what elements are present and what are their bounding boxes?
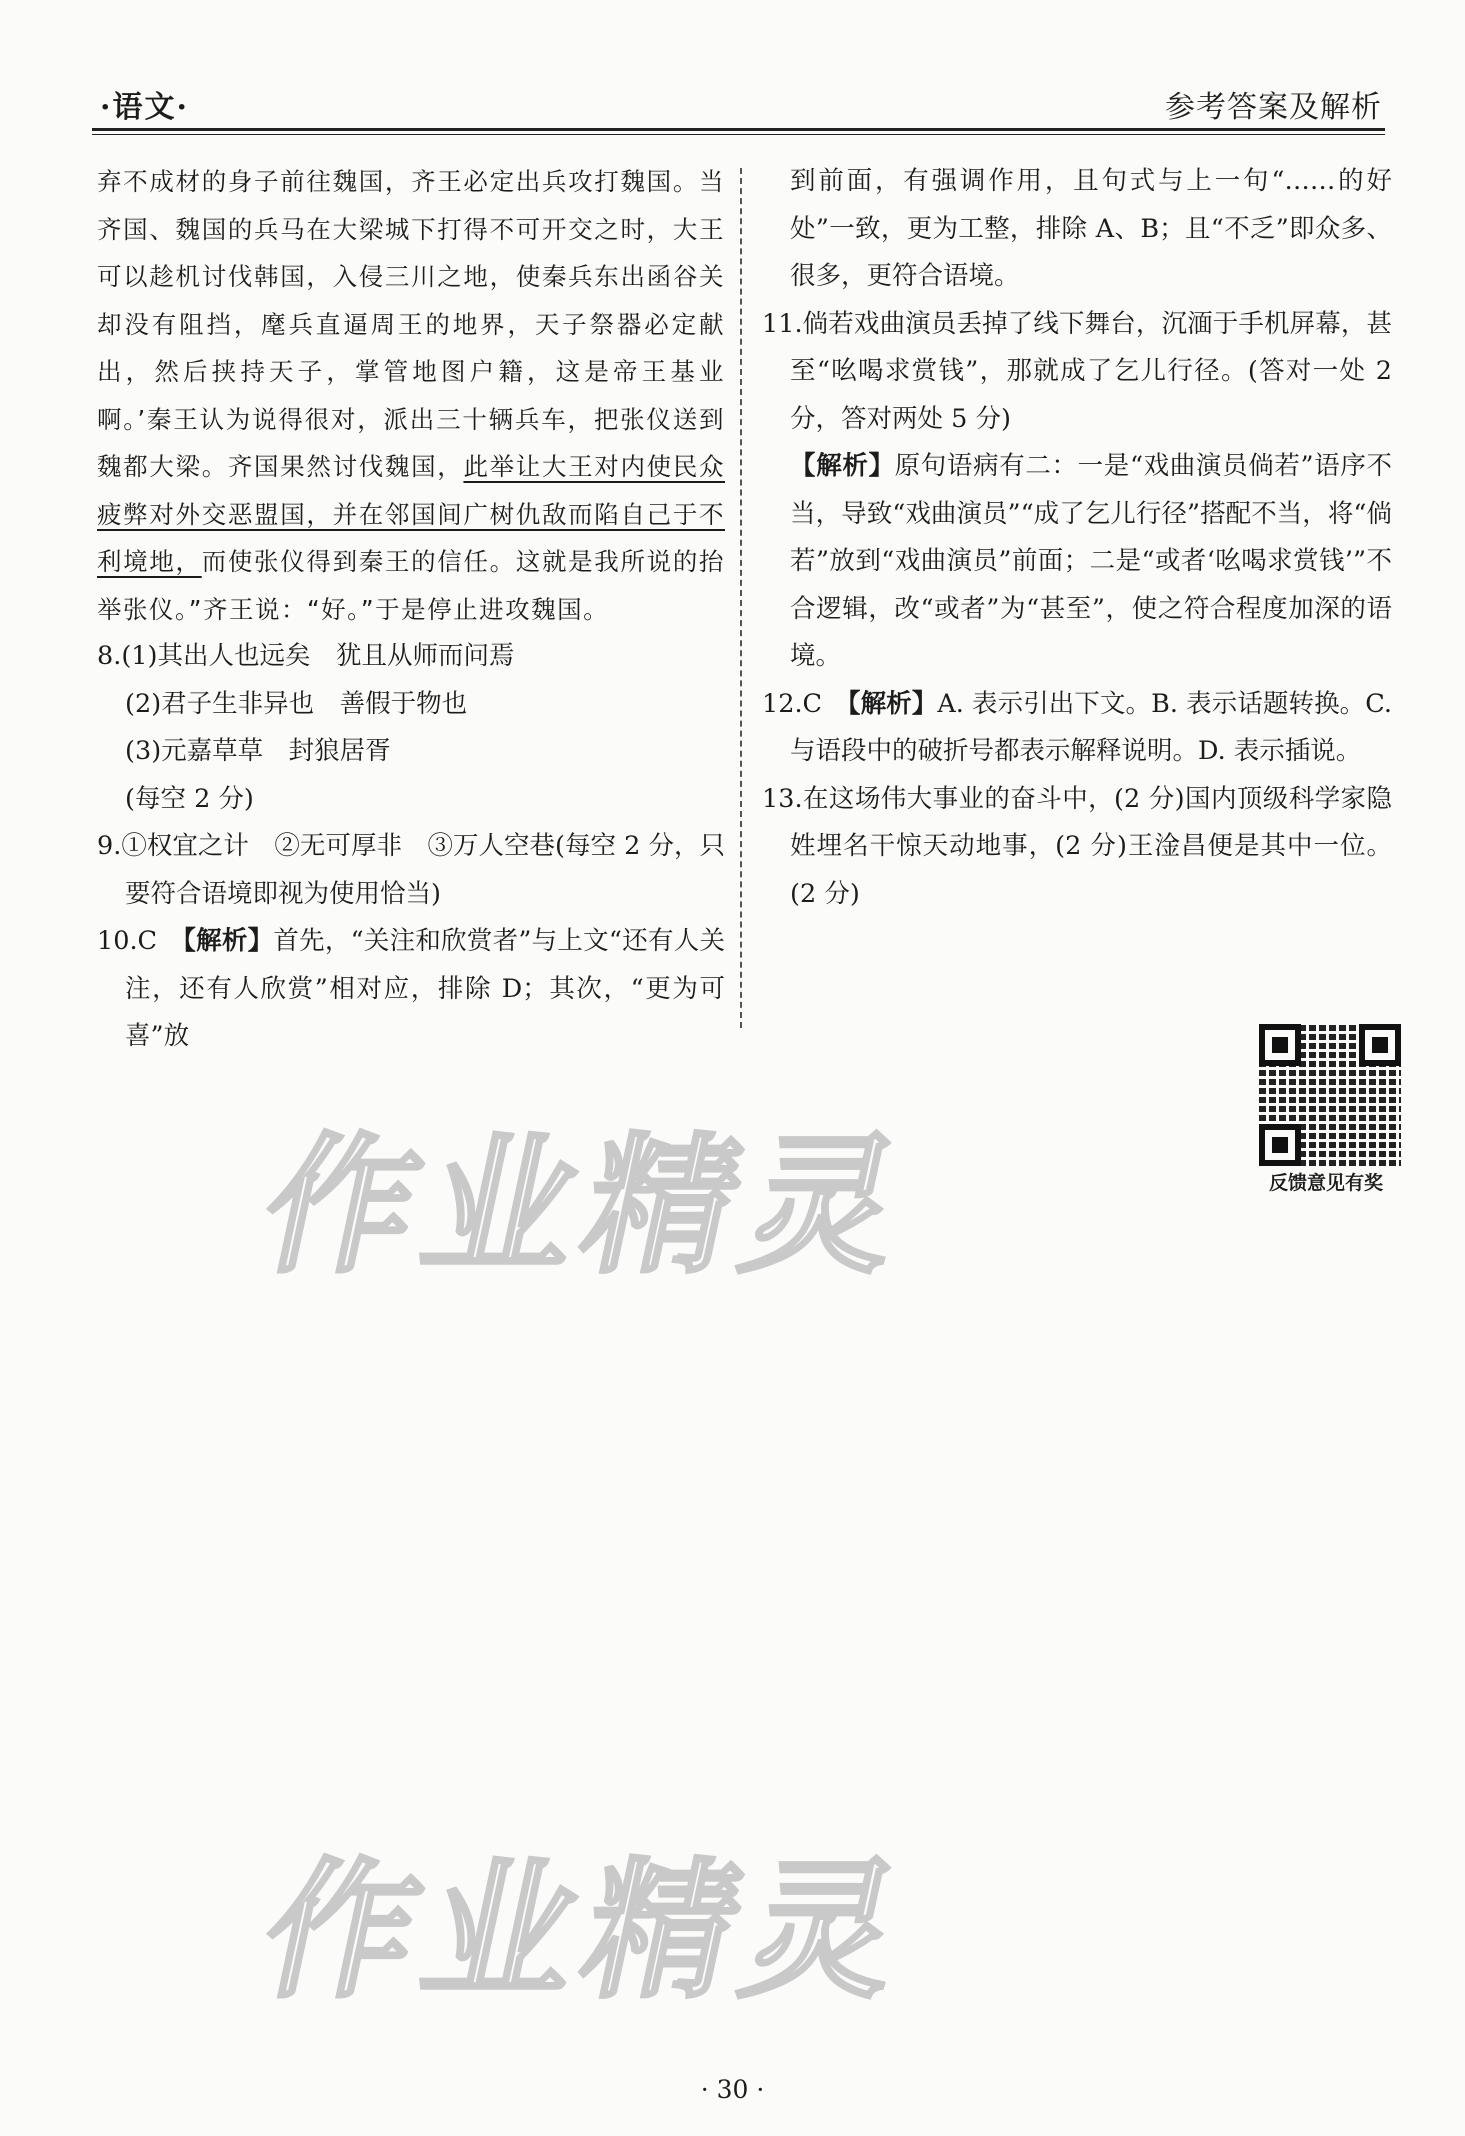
answer-11-analysis-tag: 【解析】 [790, 451, 895, 481]
left-column [97, 158, 725, 1061]
qr-finder-top-right [1359, 1024, 1401, 1066]
subject-label: ·语文· [100, 90, 189, 125]
answer-11-analysis-text: 原句语病有二：一是“戏曲演员倘若”语序不当，导致“戏曲演员”“成了乞儿行径”搭配不当，将“倘若”放到“戏曲演员”前面；二是“或者‘吆喝求赏钱’”不合逻辑，改“或者”为“甚至”，使之符合程度加深的语境。 [790, 451, 1392, 671]
translation-paragraph [97, 158, 725, 633]
answer-10-analysis-tag: 【解析】 [183, 926, 274, 956]
watermark-top: 作业精灵 [248, 1120, 926, 1294]
answer-11: 11.倘若戏曲演员丢掉了线下舞台，沉湎于手机屏幕，甚至“吆喝求赏钱”，那就成了乞儿行径。(答对一处 2 分，答对两处 5 分) [762, 308, 1392, 434]
answer-10-continued: 到前面，有强调作用，且句式与上一句“……的好处”一致，更为工整，排除 A、B；且“不乏”即众多、很多，更符合语境。 [790, 166, 1392, 291]
right-column [762, 158, 1392, 918]
answer-12-analysis-tag: 【解析】 [847, 688, 938, 719]
answer-11-analysis [762, 443, 1392, 681]
column-divider [740, 168, 742, 1028]
answer-8-line3: (3)元嘉草草 封狼居胥 [125, 736, 391, 766]
section-title: 参考答案及解析 [1165, 90, 1382, 125]
answer-9: 9.①权宜之计 ②无可厚非 ③万人空巷(每空 2 分，只要符合语境即视为使用恰当) [97, 831, 725, 909]
qr-finder-top-left [1259, 1024, 1301, 1066]
answer-10 [97, 918, 725, 1061]
translation-underlined: 此举让大王对内使民众疲弊对外交恶盟国，并在邻国间广树仇敌而陷自己于不利境地， [97, 452, 726, 576]
answer-10-choice: 10.C [97, 926, 184, 956]
answer-12-analysis: A. 表示引出下文。B. 表示话题转换。C. 与语段中的破折号都表示解释说明。D. 表示插说。 [790, 688, 1392, 766]
answer-10-analysis: 首先，“关注和欣赏者”与上文“还有人关注，还有人欣赏”相对应，排除 D；其次，“更为可喜”放 [125, 926, 725, 1051]
watermark-bottom: 作业精灵 [248, 1845, 926, 2019]
feedback-qr-code[interactable] [1255, 1020, 1405, 1170]
translation-text-b: 而使张仪得到秦王的信任。这就是我所说的抬举张仪。”齐王说：“好。”于是停止进攻魏国。 [97, 547, 726, 624]
page-number: · 30 · [700, 2075, 765, 2104]
qr-caption: 反馈意见有奖 [1268, 1172, 1383, 1194]
answer-13: 13.在这场伟大事业的奋斗中，(2 分)国内顶级科学家隐姓埋名干惊天动地事，(2 分)王淦昌便是其中一位。(2 分) [762, 783, 1392, 909]
answer-12 [762, 681, 1392, 776]
qr-finder-bottom-left [1259, 1124, 1301, 1166]
header-rule-thick [92, 128, 1385, 131]
answer-8-line1: 8.(1)其出人也远矣 犹且从师而问焉 [97, 641, 515, 671]
translation-text-a: 弃不成材的身子前往魏国，齐王必定出兵攻打魏国。当齐国、魏国的兵马在大梁城下打得不可开交之时，大王可以趁机讨伐韩国，入侵三川之地，使秦兵东出函谷关却没有阻挡，麾兵直逼周王的地界，天子祭器必定献出，然后挟持天子，掌管地图户籍，这是帝王基业啊。’秦王认为说得很对，派出三十辆兵车，把张仪送到魏都大梁。齐国果然讨伐魏国， [97, 167, 725, 481]
answer-8-line2: (2)君子生非异也 善假于物也 [125, 688, 468, 719]
answer-8-score: (每空 2 分) [125, 783, 254, 814]
header-rule-thin [92, 134, 1385, 135]
answer-12-choice: 12.C [762, 688, 848, 719]
